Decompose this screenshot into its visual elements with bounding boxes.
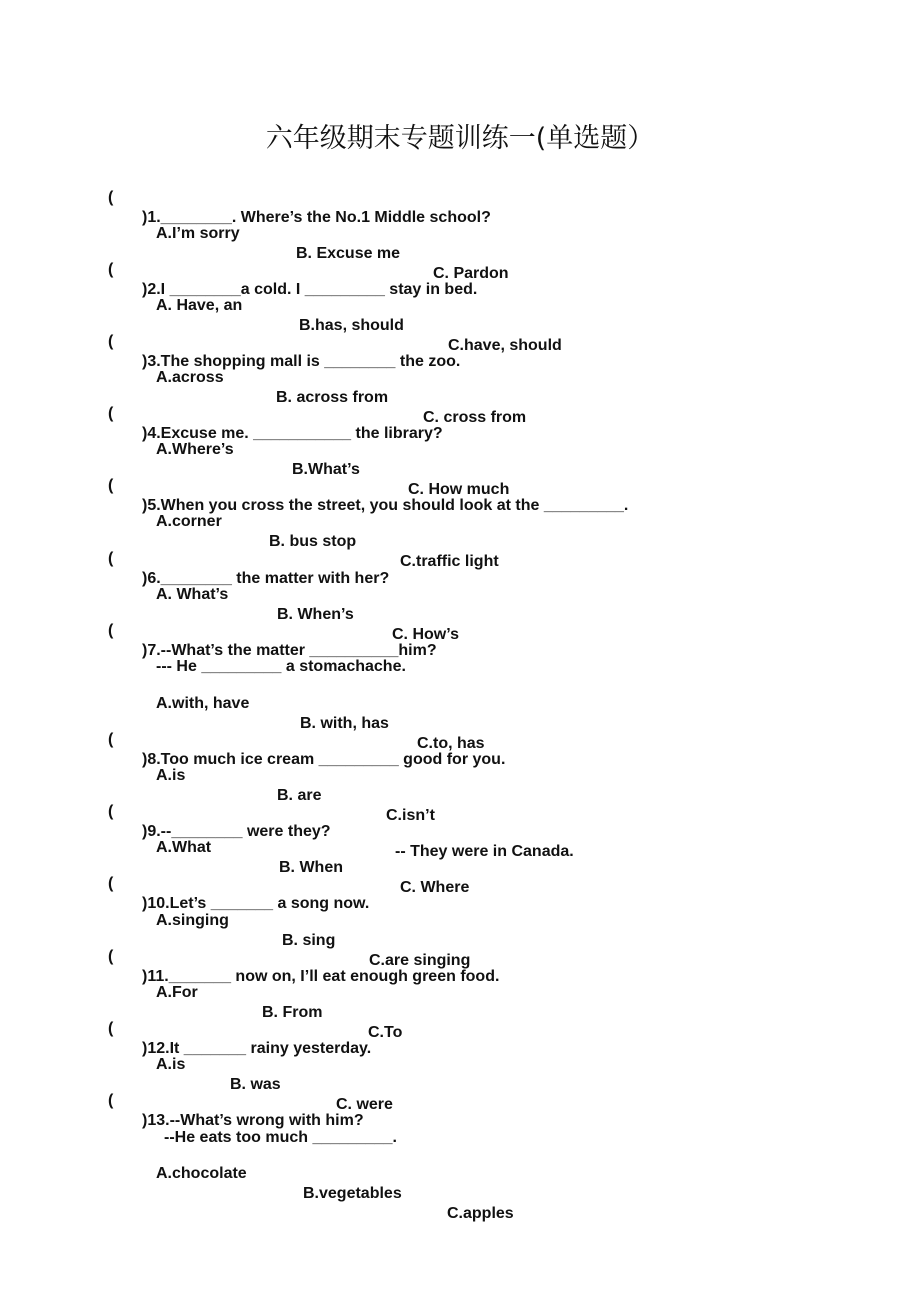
option-a: A.across bbox=[156, 369, 224, 386]
option-b: B. across from bbox=[276, 389, 389, 406]
option-c: C.are singing bbox=[369, 952, 471, 969]
answer-paren: ( bbox=[108, 1092, 114, 1109]
option-b: B. When bbox=[279, 859, 343, 876]
answer-paren: ( bbox=[108, 261, 114, 278]
answer-paren: ( bbox=[108, 948, 114, 965]
option-a: A.with, have bbox=[156, 695, 250, 712]
question-text: )2.I ________a cold. I _________ stay in bed. bbox=[142, 281, 478, 298]
option-b: B.has, should bbox=[299, 317, 404, 334]
option-b: B. bus stop bbox=[269, 533, 357, 550]
option-c: C. How much bbox=[408, 481, 510, 498]
question-text: )7.--What’s the matter __________him? bbox=[142, 642, 437, 659]
response-text: --He eats too much _________. bbox=[164, 1129, 397, 1146]
question-text: )12.It _______ rainy yesterday. bbox=[142, 1040, 372, 1057]
option-c: C.isn’t bbox=[386, 807, 435, 824]
option-c: C. How’s bbox=[392, 626, 459, 643]
answer-paren: ( bbox=[108, 477, 114, 494]
worksheet-title: 六年级期末专题训练一(单选题） bbox=[265, 123, 655, 154]
option-c: C.traffic light bbox=[400, 553, 499, 570]
option-c: C. Pardon bbox=[433, 265, 509, 282]
answer-paren: ( bbox=[108, 731, 114, 748]
question-text: )10.Let’s _______ a song now. bbox=[142, 895, 370, 912]
option-b: B.vegetables bbox=[303, 1185, 402, 1202]
answer-paren: ( bbox=[108, 333, 114, 350]
option-b: B. sing bbox=[282, 932, 336, 949]
response-text: --- He _________ a stomachache. bbox=[156, 658, 406, 675]
option-a: A.chocolate bbox=[156, 1165, 247, 1182]
answer-paren: ( bbox=[108, 405, 114, 422]
option-c: C. Where bbox=[400, 879, 470, 896]
option-a: A. What’s bbox=[156, 586, 229, 603]
question-text: )6.________ the matter with her? bbox=[142, 570, 390, 587]
option-b: B. From bbox=[262, 1004, 323, 1021]
question-text: )4.Excuse me. ___________ the library? bbox=[142, 425, 443, 442]
answer-paren: ( bbox=[108, 189, 114, 206]
option-b: B. with, has bbox=[300, 715, 389, 732]
option-a: A.is bbox=[156, 767, 186, 784]
option-a: A.is bbox=[156, 1056, 186, 1073]
question-text: )9.--________ were they? bbox=[142, 823, 331, 840]
answer-paren: ( bbox=[108, 622, 114, 639]
option-c: C. cross from bbox=[423, 409, 527, 426]
option-c: C.to, has bbox=[417, 735, 485, 752]
option-c: C.apples bbox=[447, 1205, 514, 1222]
option-b: B.What’s bbox=[292, 461, 360, 478]
option-c: C.To bbox=[368, 1024, 403, 1041]
option-b: B. Excuse me bbox=[296, 245, 401, 262]
answer-paren: ( bbox=[108, 550, 114, 567]
question-text: )13.--What’s wrong with him? bbox=[142, 1112, 364, 1129]
option-c: C. were bbox=[336, 1096, 393, 1113]
option-a: A.For bbox=[156, 984, 198, 1001]
option-a: A.singing bbox=[156, 912, 229, 929]
answer-paren: ( bbox=[108, 1020, 114, 1037]
question-13-options bbox=[0, 1144, 514, 1244]
question-text: )8.Too much ice cream _________ good for you. bbox=[142, 751, 506, 768]
question-text: )3.The shopping mall is ________ the zoo. bbox=[142, 353, 461, 370]
option-a: A. Have, an bbox=[156, 297, 243, 314]
answer-paren: ( bbox=[108, 875, 114, 892]
answer-text: -- They were in Canada. bbox=[395, 843, 574, 860]
option-a: A.I’m sorry bbox=[156, 225, 240, 242]
option-a: A.Where’s bbox=[156, 441, 234, 458]
answer-paren: ( bbox=[108, 803, 114, 820]
option-a: A.corner bbox=[156, 513, 222, 530]
option-c: C.have, should bbox=[448, 337, 562, 354]
question-text: )5.When you cross the street, you should look at the _________. bbox=[142, 497, 629, 514]
option-a: A.What bbox=[156, 839, 212, 856]
option-b: B. was bbox=[230, 1076, 281, 1093]
question-text: )11._______ now on, I’ll eat enough green food. bbox=[142, 968, 500, 985]
question-text: )1.________. Where’s the No.1 Middle school? bbox=[142, 209, 491, 226]
option-b: B. are bbox=[277, 787, 322, 804]
option-b: B. When’s bbox=[277, 606, 354, 623]
